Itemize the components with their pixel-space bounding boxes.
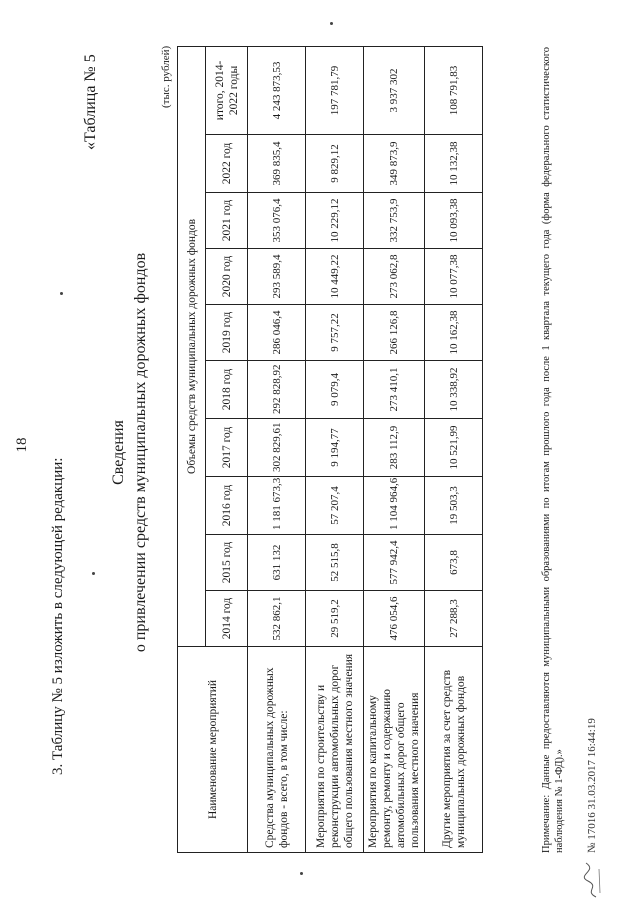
- cell-value: 57 207,4: [306, 477, 364, 535]
- table-row: [364, 46, 425, 852]
- cell-value: 286 046,4: [248, 305, 306, 361]
- scan-speck: [92, 572, 95, 575]
- col-header-year: 2015 год: [206, 535, 248, 591]
- cell-value: 577 942,4: [364, 535, 425, 591]
- cell-value: 266 126,8: [364, 305, 425, 361]
- amendment-instruction: 3. Таблицу № 5 изложить в следующей редакции:: [50, 457, 66, 775]
- cell-value: 10 338,92: [425, 361, 483, 419]
- cell-total: 108 791,83: [425, 46, 483, 134]
- col-header-year: 2021 год: [206, 193, 248, 249]
- row-label: Средства муниципальных дорожных фондов - всего, в том числе:: [248, 647, 306, 853]
- cell-value: 9 829,12: [306, 135, 364, 193]
- cell-value: 10 449,22: [306, 249, 364, 305]
- table-header-row-1: [178, 46, 206, 852]
- cell-value: 353 076,4: [248, 193, 306, 249]
- cell-value: 9 757,22: [306, 305, 364, 361]
- cell-value: 369 835,4: [248, 135, 306, 193]
- cell-value: 349 873,9: [364, 135, 425, 193]
- cell-value: 10 132,38: [425, 135, 483, 193]
- cell-value: 273 410,1: [364, 361, 425, 419]
- col-header-year: 2017 год: [206, 419, 248, 477]
- cell-total: 3 937 302: [364, 46, 425, 134]
- row-label: Другие мероприятия за счет средств муниципальных дорожных фондов: [425, 647, 483, 853]
- cell-value: 673,8: [425, 535, 483, 591]
- scan-speck: [330, 22, 333, 25]
- table-note: Примечание: Данные предоставляются муниципальными образованиями по итогам прошлого года после 1 квартала текущего года (форма федерального статистического наблюдения № 1-ФД).»: [541, 47, 565, 853]
- cell-value: 476 054,6: [364, 591, 425, 647]
- col-header-year: 2022 год: [206, 135, 248, 193]
- cell-value: 1 104 964,6: [364, 477, 425, 535]
- cell-value: 9 079,4: [306, 361, 364, 419]
- registration-stamp: № 17016 31.03.2017 16:44:19: [586, 718, 598, 853]
- funds-table: [177, 46, 483, 853]
- cell-value: 10 521,99: [425, 419, 483, 477]
- cell-value: 332 753,9: [364, 193, 425, 249]
- cell-value: 10 077,38: [425, 249, 483, 305]
- table-row: [425, 46, 483, 852]
- col-header-year: 2019 год: [206, 305, 248, 361]
- table-row: [248, 46, 306, 852]
- cell-value: 1 181 673,3: [248, 477, 306, 535]
- cell-value: 19 503,3: [425, 477, 483, 535]
- cell-value: 29 519,2: [306, 591, 364, 647]
- cell-value: 273 062,8: [364, 249, 425, 305]
- row-label: Мероприятия по строительству и реконструкции автомобильных дорог общего пользования местного значения: [306, 647, 364, 853]
- title-line-1: Сведения: [110, 420, 127, 485]
- col-header-year: 2016 год: [206, 477, 248, 535]
- col-header-year: 2014 год: [206, 591, 248, 647]
- scan-speck: [60, 292, 63, 295]
- table-row: [306, 46, 364, 852]
- cell-value: 532 862,1: [248, 591, 306, 647]
- cell-value: 631 132: [248, 535, 306, 591]
- cell-value: 283 112,9: [364, 419, 425, 477]
- cell-value: 293 589,4: [248, 249, 306, 305]
- cell-value: 10 162,38: [425, 305, 483, 361]
- handwritten-mark-icon: [578, 859, 604, 899]
- table-reference: «Таблица № 5: [82, 54, 99, 150]
- col-header-total: итого, 2014-2022 годы: [206, 46, 248, 134]
- cell-value: 292 828,92: [248, 361, 306, 419]
- cell-value: 10 229,12: [306, 193, 364, 249]
- units-label: (тыс. рублей): [160, 45, 172, 108]
- col-header-year: 2020 год: [206, 249, 248, 305]
- cell-value: 10 093,38: [425, 193, 483, 249]
- scan-speck: [300, 872, 303, 875]
- cell-total: 197 781,79: [306, 46, 364, 134]
- cell-value: 9 194,77: [306, 419, 364, 477]
- document-title: [108, 0, 152, 905]
- cell-total: 4 243 873,53: [248, 46, 306, 134]
- title-line-2: о привлечении средств муниципальных дорожных фондов: [132, 252, 149, 653]
- row-label: Мероприятия по капитальному ремонту, ремонту и содержанию автомобильных дорог общего пользования местного значения: [364, 647, 425, 853]
- page-number: 18: [14, 437, 30, 453]
- col-header-name: Наименование мероприятий: [178, 647, 248, 853]
- col-header-group: Объемы средств муниципальных дорожных фондов: [178, 46, 206, 646]
- cell-value: 27 288,3: [425, 591, 483, 647]
- cell-value: 302 829,61: [248, 419, 306, 477]
- col-header-year: 2018 год: [206, 361, 248, 419]
- cell-value: 52 515,8: [306, 535, 364, 591]
